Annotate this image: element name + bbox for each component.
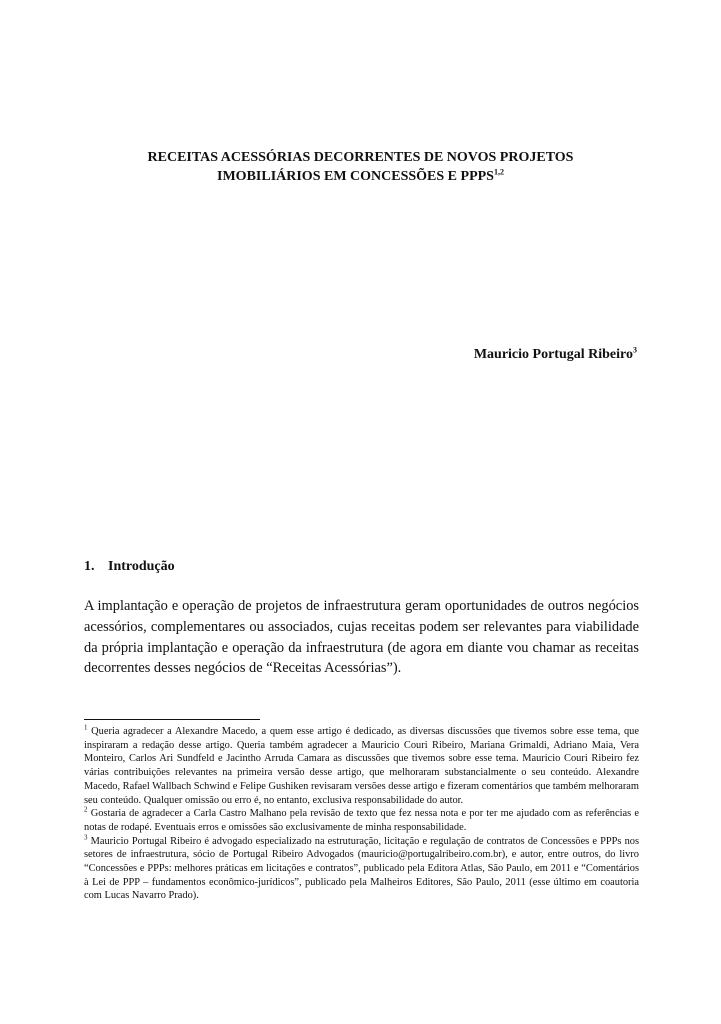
footnote-3	[84, 835, 639, 904]
footnote-2-text: Gostaria de agradecer a Carla Castro Malhano pela revisão de texto que fez nessa nota e por ter me ajudado com as referências e notas de rodapé. Eventuais erros e omissões são exclusivamente de minha responsabilidade.	[84, 808, 639, 833]
section-heading	[84, 558, 175, 576]
footnote-3-text: Mauricio Portugal Ribeiro é advogado especializado na estruturação, licitação e regulação de contratos de Concessões e PPPs nos setores de infraestrutura, sócio de Portugal Ribeiro Advogados (mauricio@portugalribeiro.com.br), e autor, entre outros, do livro “Concessões e PPPs: melhores práticas em licitações e contratos”, publicado pela Editora Atlas, São Paulo, em 2011 e “Comentários à Lei de PPP – fundamentos econômico-jurídicos”, publicado pela Malheiros Editores, São Paulo, 2011 (esse último em coautoria com Lucas Navarro Prado).	[84, 835, 639, 902]
title-line-2	[84, 167, 637, 186]
footnote-1-number: 1	[84, 723, 88, 732]
section-title: Introdução	[108, 559, 175, 574]
title-footnote-ref[interactable]: 1,2	[493, 167, 504, 177]
section-number: 1.	[84, 559, 95, 574]
author-line	[474, 346, 637, 364]
paper-title	[84, 148, 637, 186]
intro-paragraph: A implantação e operação de projetos de infraestrutura geram oportunidades de outros negócios acessórios, complementares ou associados, cujas receitas podem ser relevantes para viabilidade da própria implantação e operação da infraestrutura (de agora em diante vou chamar as receitas decorrentes desses negócios de “Receitas Acessórias”).	[84, 598, 639, 677]
footnote-2	[84, 807, 639, 834]
author-footnote-ref[interactable]: 3	[633, 345, 637, 355]
author-name: Mauricio Portugal Ribeiro	[473, 347, 633, 362]
footnotes	[84, 725, 639, 903]
footnote-1	[84, 725, 639, 807]
title-line-1: RECEITAS ACESSÓRIAS DECORRENTES DE NOVOS PROJETOS	[147, 150, 574, 165]
title-line-2-text: IMOBILIÁRIOS EM CONCESSÕES E PPPS	[217, 169, 494, 184]
footnote-2-number: 2	[84, 805, 88, 814]
footnote-3-number: 3	[84, 833, 88, 842]
footnote-1-text: Queria agradecer a Alexandre Macedo, a quem esse artigo é dedicado, as diversas discussões que tivemos sobre esse tema, que inspiraram a redação desse artigo. Queria também agradecer a Mauricio Couri Ribeiro, Mariana Grimaldi, Adriano Maia, Vera Monteiro, Carlos Ari Sundfeld e Jacintho Arruda Camara as discussões que tivemos sobre esse tema. Mauricio Couri Ribeiro fez várias contribuições relevantes na primeira versão desse artigo, que melhoraram substancialmente o seu conteúdo. Alexandre Macedo, Rafael Wallbach Schwind e Felipe Gushiken revisaram versões desse artigo e fizeram comentários que também melhoraram seu conteúdo. Qualquer omissão ou erro é, no entanto, exclusiva responsabilidade do autor.	[84, 726, 639, 806]
footnote-separator	[84, 719, 260, 720]
